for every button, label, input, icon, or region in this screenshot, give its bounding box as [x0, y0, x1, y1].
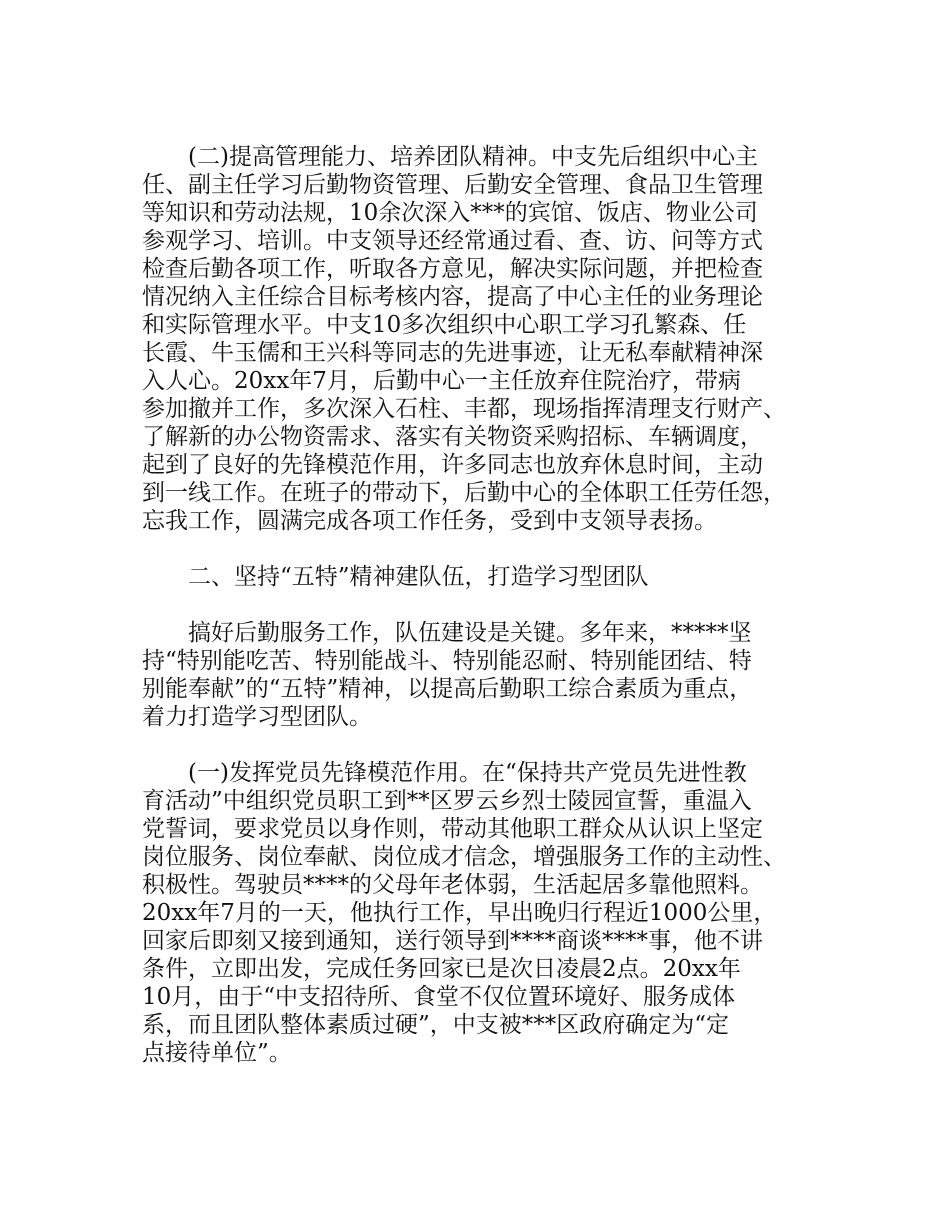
text-line: 忘我工作，圆满完成各项工作任务，受到中支领导表扬。	[142, 508, 717, 534]
text-line: 和实际管理水平。中支10多次组织中心职工学习孔繁森、任	[142, 312, 747, 338]
paragraph-management	[142, 143, 832, 535]
text-line: 参加撤并工作，多次深入石柱、丰都，现场指挥清理支行财产、	[142, 396, 786, 422]
text-line: 任、副主任学习后勤物资管理、后勤安全管理、食品卫生管理	[142, 172, 763, 198]
paragraph-party	[142, 759, 832, 1067]
paragraph-spacer	[142, 731, 832, 759]
text-line: 搞好后勤服务工作，队伍建设是关键。多年来，*****坚	[142, 620, 752, 646]
paragraph-spacer	[142, 535, 832, 563]
text-line: 10月，由于“中支招待所、食堂不仅位置环境好、服务成体	[142, 984, 736, 1010]
text-line: 起到了良好的先锋模范作用，许多同志也放弃休息时间，主动	[142, 452, 763, 478]
text-line: 条件，立即出发，完成任务回家已是次日凌晨2点。20xx年	[142, 956, 741, 982]
text-line: 20xx年7月的一天，他执行工作，早出晚归行程近1000公里，	[142, 900, 777, 926]
heading-line: 二、坚持“五特”精神建队伍，打造学习型团队	[142, 564, 649, 590]
text-line: 系，而且团队整体素质过硬”，中支被***区政府确定为“定	[142, 1012, 730, 1038]
paragraph-spacer	[142, 591, 832, 619]
text-line: (一)发挥党员先锋模范作用。在“保持共产党员先进性教	[142, 760, 747, 786]
text-line: 到一线工作。在班子的带动下，后勤中心的全体职工任劳任怨，	[142, 480, 786, 506]
text-line: 积极性。驾驶员****的父母年老体弱，生活起居多靠他照料。	[142, 872, 763, 898]
text-line: 育活动”中组织党员职工到**区罗云乡烈士陵园宣誓，重温入	[142, 788, 752, 814]
text-line: 参观学习、培训。中支领导还经常通过看、查、访、问等方式	[142, 228, 763, 254]
text-line: 检查后勤各项工作，听取各方意见，解决实际问题，并把检查	[142, 256, 763, 282]
section-heading	[142, 563, 832, 591]
text-line: 持“特别能吃苦、特别能战斗、特别能忍耐、特别能团结、特	[142, 648, 752, 674]
text-line: 岗位服务、岗位奉献、岗位成才信念，增强服务工作的主动性、	[142, 844, 786, 870]
text-line: 点接待单位”。	[142, 1040, 292, 1066]
text-line: 了解新的办公物资需求、落实有关物资采购招标、车辆调度，	[142, 424, 763, 450]
text-line: 别能奉献”的“五特”精神，以提高后勤职工综合素质为重点，	[142, 676, 753, 702]
text-line: 长霞、牛玉儒和王兴科等同志的先进事迹，让无私奉献精神深	[142, 340, 763, 366]
document-body	[142, 143, 832, 1067]
text-line: 党誓词，要求党员以身作则，带动其他职工群众从认识上坚定	[142, 816, 763, 842]
text-line: 入人心。20xx年7月，后勤中心一主任放弃住院治疗，带病	[142, 368, 741, 394]
text-line: 回家后即刻又接到通知，送行领导到****商谈****事，他不讲	[142, 928, 763, 954]
text-line: 等知识和劳动法规，10余次深入***的宾馆、饭店、物业公司	[142, 200, 758, 226]
paragraph-team	[142, 619, 832, 731]
text-line: 情况纳入主任综合目标考核内容，提高了中心主任的业务理论	[142, 284, 763, 310]
text-line: (二)提高管理能力、培养团队精神。中支先后组织中心主	[142, 144, 758, 170]
text-line: 着力打造学习型团队。	[142, 704, 372, 730]
